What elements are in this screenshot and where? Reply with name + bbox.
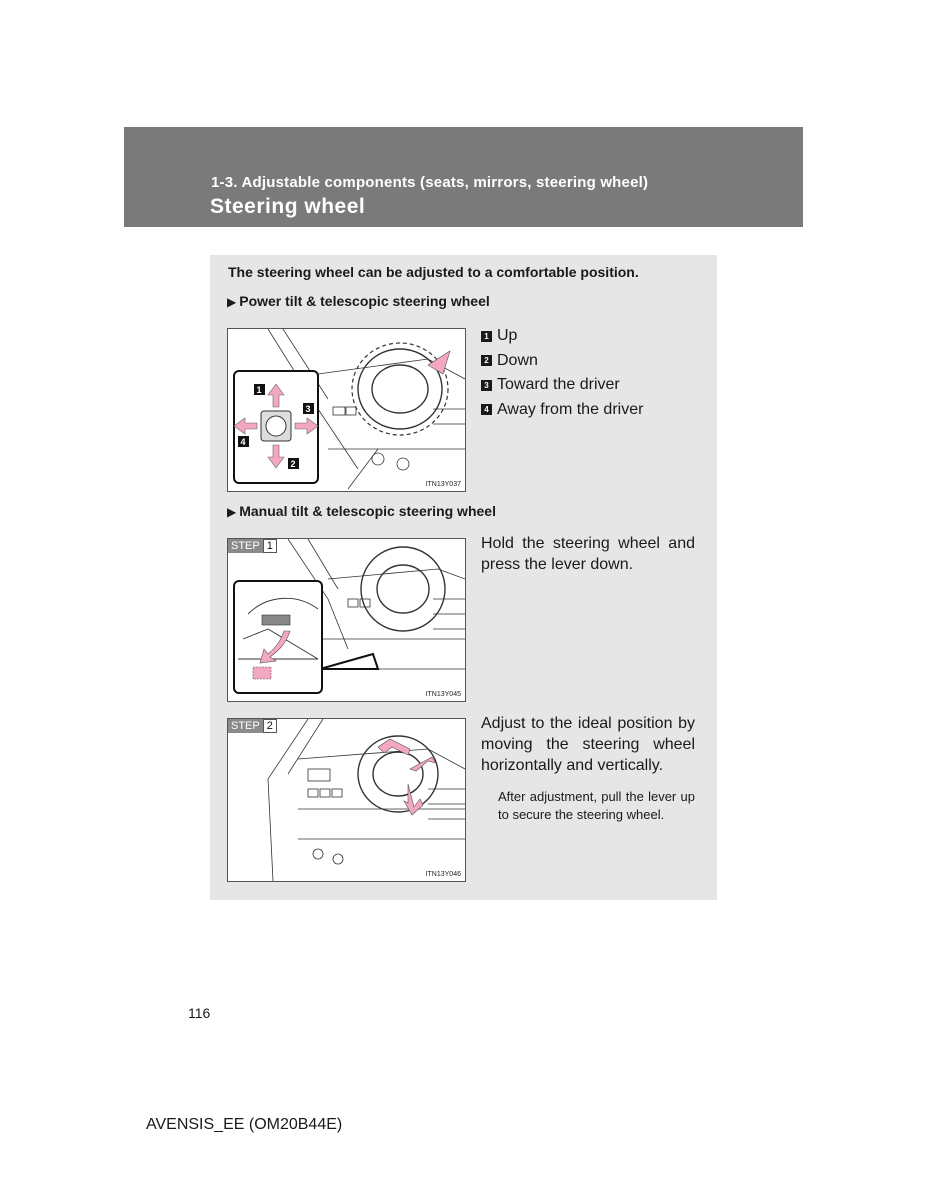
document-footer: AVENSIS_EE (OM20B44E) bbox=[146, 1116, 343, 1133]
svg-text:4: 4 bbox=[240, 437, 246, 447]
number-badge: 2 bbox=[481, 355, 492, 366]
legend-item bbox=[481, 349, 643, 374]
power-steering-illustration bbox=[228, 329, 465, 491]
step-2-illustration bbox=[228, 719, 465, 881]
number-badge: 4 bbox=[481, 404, 492, 415]
step-badge bbox=[228, 539, 277, 553]
triangle-right-icon: ▶ bbox=[227, 295, 237, 309]
svg-text:1: 1 bbox=[256, 385, 262, 395]
figure-code: ITN13Y037 bbox=[425, 481, 461, 488]
step-1-text: Hold the steering wheel and press the lever down. bbox=[481, 535, 695, 573]
chapter-header bbox=[124, 127, 803, 227]
step-2-text: Adjust to the ideal position by moving the steering wheel horizontally and vertically. bbox=[481, 715, 695, 774]
step-number: 1 bbox=[263, 539, 277, 553]
legend-label: Away from the driver bbox=[497, 400, 644, 418]
content-box bbox=[210, 255, 717, 900]
figure-power-steering bbox=[227, 328, 466, 492]
legend-item bbox=[481, 324, 643, 349]
legend-label: Toward the driver bbox=[497, 376, 620, 394]
manual-heading-label: Manual tilt & telescopic steering wheel bbox=[239, 503, 496, 519]
power-adjustment-legend bbox=[481, 324, 643, 422]
step-badge bbox=[228, 719, 277, 733]
legend-item bbox=[481, 373, 643, 398]
page-title: Steering wheel bbox=[210, 195, 366, 218]
step-number: 2 bbox=[263, 719, 277, 733]
figure-code: ITN13Y045 bbox=[425, 691, 461, 698]
legend-label: Down bbox=[497, 351, 538, 369]
power-heading bbox=[227, 293, 490, 309]
number-badge: 3 bbox=[481, 380, 492, 391]
figure-step-2 bbox=[227, 718, 466, 882]
section-label: 1-3. Adjustable components (seats, mirrors, steering wheel) bbox=[211, 174, 649, 191]
legend-label: Up bbox=[497, 327, 518, 345]
step-1-illustration bbox=[228, 539, 465, 701]
triangle-right-icon: ▶ bbox=[227, 505, 237, 519]
power-heading-label: Power tilt & telescopic steering wheel bbox=[239, 293, 490, 309]
svg-text:2: 2 bbox=[290, 459, 296, 469]
intro-text: The steering wheel can be adjusted to a comfortable position. bbox=[228, 264, 639, 280]
step-label: STEP bbox=[228, 539, 263, 553]
legend-item bbox=[481, 398, 643, 423]
step-2-note: After adjustment, pull the lever up to secure the steering wheel. bbox=[498, 789, 695, 822]
step-label: STEP bbox=[228, 719, 263, 733]
number-badge: 1 bbox=[481, 331, 492, 342]
manual-heading bbox=[227, 503, 496, 519]
figure-step-1 bbox=[227, 538, 466, 702]
page-number: 116 bbox=[188, 1005, 211, 1021]
svg-text:3: 3 bbox=[305, 404, 311, 414]
figure-code: ITN13Y046 bbox=[425, 871, 461, 878]
